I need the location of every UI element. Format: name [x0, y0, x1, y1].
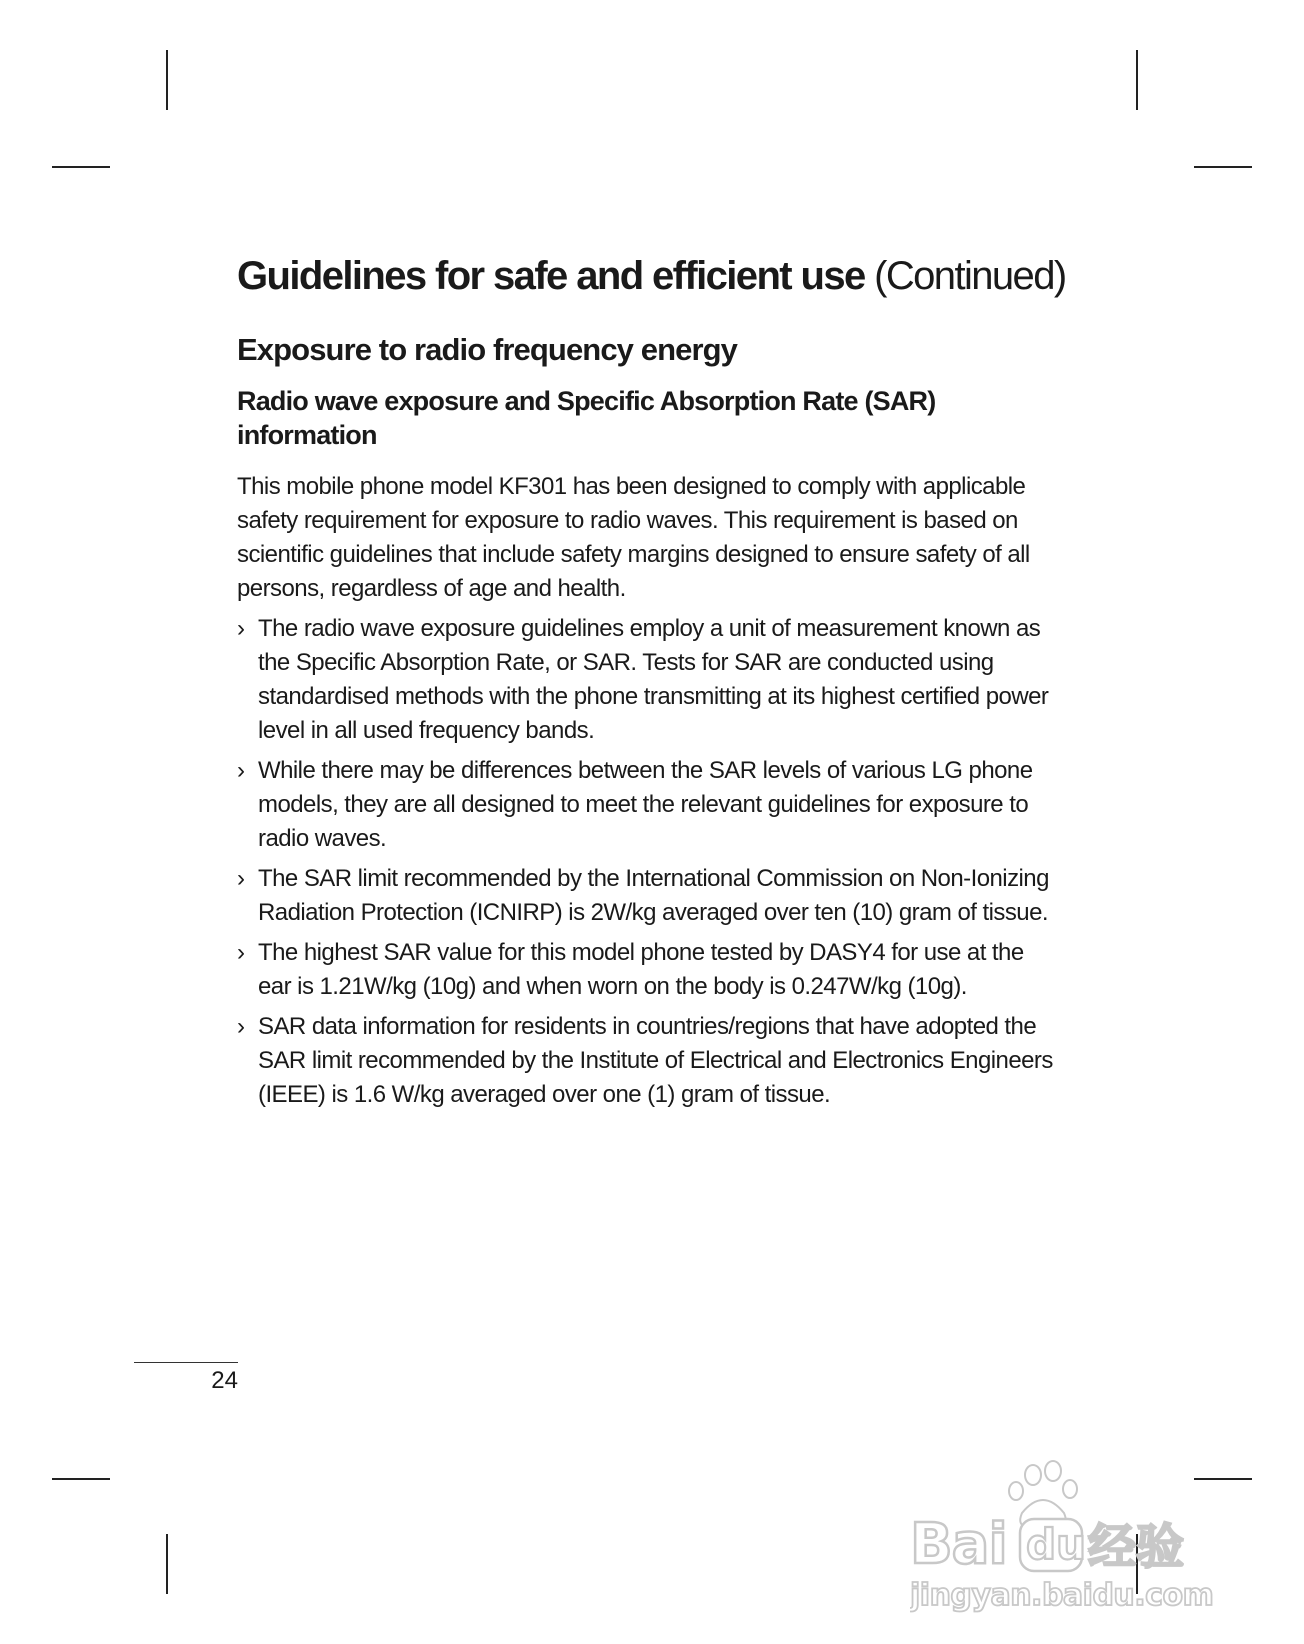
page-title — [237, 250, 1066, 302]
crop-mark-bottom-left-vertical — [166, 1534, 168, 1594]
list-item-text: The radio wave exposure guidelines employ a unit of measurement known as the Specific Absorption Rate, or SAR. Tests for SAR are conducted using standardised methods with the phone transmitting at its highest certified power level in all used frequency bands. — [258, 615, 1049, 744]
list-item-text: SAR data information for residents in countries/regions that have adopted the SAR limit recommended by the Institute of Electrical and Electronics Engineers (IEEE) is 1.6 W/kg averaged over one (1) gram of tissue. — [258, 1013, 1053, 1108]
baidu-watermark-logo — [910, 1455, 1230, 1615]
list-item — [237, 1010, 1058, 1112]
section-title: Exposure to radio frequency energy — [237, 332, 737, 367]
chevron-right-icon: › — [237, 615, 245, 642]
page-number-rule — [134, 1362, 238, 1363]
chevron-right-icon: › — [237, 757, 245, 784]
list-item-text: While there may be differences between the SAR levels of various LG phone models, they are all designed to meet the relevant guidelines for exposure to radio waves. — [258, 757, 1033, 852]
page-title-continued: (Continued) — [874, 254, 1066, 298]
watermark-du-text: du — [1026, 1520, 1086, 1569]
chevron-right-icon: › — [237, 1013, 245, 1040]
watermark-suffix-text: 经验 — [1088, 1519, 1185, 1575]
paw-icon — [1009, 1461, 1077, 1527]
chevron-right-icon: › — [237, 939, 245, 966]
list-item-text: The highest SAR value for this model phone tested by DASY4 for use at the ear is 1.21W/kg (10g) and when worn on the body is 0.247W/kg (10g). — [258, 939, 1024, 1000]
page-content — [237, 250, 1066, 1112]
list-item — [237, 612, 1058, 748]
page-title-main: Guidelines for safe and efficient use — [237, 254, 865, 298]
list-item — [237, 862, 1058, 930]
crop-mark-top-right-vertical — [1136, 50, 1138, 110]
watermark-url-text: jingyan.baidu.com — [910, 1578, 1214, 1613]
page-number: 24 — [211, 1367, 238, 1394]
bullet-list — [237, 612, 1055, 1112]
chevron-right-icon: › — [237, 865, 245, 892]
watermark-brand-text: Bai — [910, 1512, 1007, 1577]
crop-mark-top-left-vertical — [166, 50, 168, 110]
crop-mark-bottom-left-horizontal — [52, 1478, 110, 1480]
list-item-text: The SAR limit recommended by the International Commission on Non-Ionizing Radiation Protection (ICNIRP) is 2W/kg averaged over ten (10) gram of tissue. — [258, 865, 1049, 926]
list-item — [237, 936, 1058, 1004]
crop-mark-top-right-horizontal — [1194, 166, 1252, 168]
intro-paragraph: This mobile phone model KF301 has been designed to comply with applicable safety requirement for exposure to radio waves. This requirement is based on scientific guidelines that include safety margins designed to ensure safety of all persons, regardless of age and health. — [237, 473, 1030, 602]
list-item — [237, 754, 1058, 856]
subsection-title: Radio wave exposure and Specific Absorption Rate (SAR) information — [237, 386, 936, 450]
crop-mark-top-left-horizontal — [52, 166, 110, 168]
